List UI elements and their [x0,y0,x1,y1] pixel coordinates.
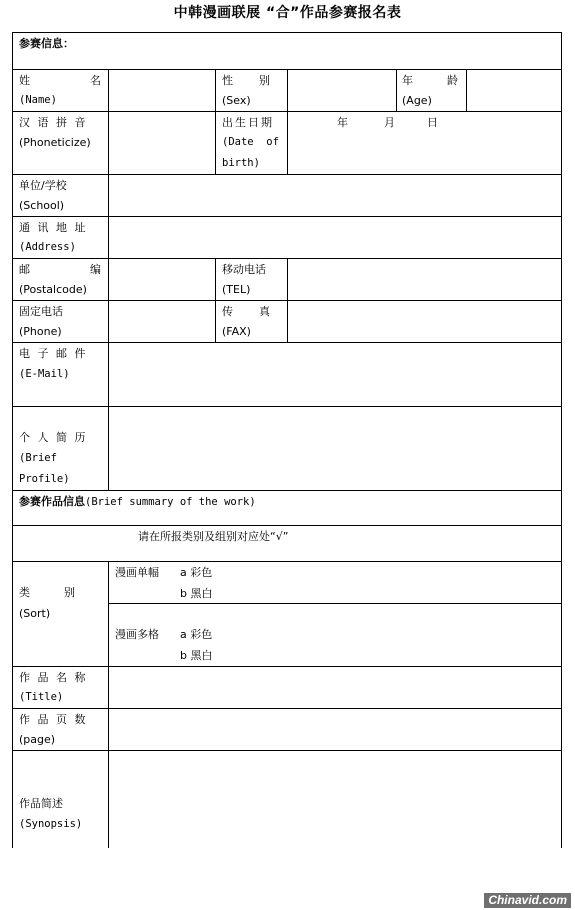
name-field[interactable] [109,70,214,110]
single-bw-option[interactable]: b 黑白 [180,587,213,600]
school-label: 单位/学校 [19,179,67,192]
synopsis-label-en: (Synopsis) [19,818,83,830]
email-field[interactable] [109,343,561,405]
work-title-label-en: (Title) [19,691,64,703]
name-label-en: (Name) [19,94,57,106]
multi-bw-option[interactable]: b 黑白 [180,649,213,662]
section-heading-entry-info: 参赛信息： [19,37,74,50]
section-heading-work-info: 参赛作品信息(Brief summary of the work) [19,495,256,508]
profile-label-en-1: (Brief [19,452,57,464]
phone-label-en: (Phone) [19,325,62,338]
age-field[interactable] [467,70,560,110]
phonetic-field[interactable] [109,112,214,173]
site-watermark: Chinavid.com [484,893,571,908]
sex-field[interactable] [288,70,395,110]
mobile-label-en: (TEL) [222,283,251,296]
instruction-text: 请在所报类别及组别对应处“√” [138,530,289,543]
postal-label: 邮 编 [19,263,101,276]
single-panel-label: 漫画单幅 [115,566,159,579]
sex-label: 性 别 [222,74,270,87]
postal-label-en: (Postalcode) [19,283,87,296]
dob-label-en-1: (Date of [222,136,279,148]
sort-label-en: (Sort) [19,607,51,620]
fax-label-en: (FAX) [222,325,251,338]
address-label: 通 讯 地 址 [19,221,88,234]
work-title-label: 作 品 名 称 [19,671,88,684]
phonetic-label-en: (Phoneticize) [19,136,91,149]
dob-year: 年 [337,116,348,129]
dob-month: 月 [384,116,395,129]
phonetic-label: 汉 语 拼 音 [19,116,88,129]
profile-label-en-2: Profile) [19,473,70,485]
phone-label: 固定电话 [19,305,63,318]
school-label-en: (School) [19,199,65,212]
single-color-option[interactable]: a 彩色 [180,566,213,579]
age-label-en: (Age) [402,94,432,107]
email-label: 电 子 邮 件 [19,347,88,360]
synopsis-field[interactable] [109,751,561,847]
phone-field[interactable] [109,301,214,341]
dob-label-en-2: birth) [222,157,260,169]
pages-label-en: (page) [19,733,56,746]
mobile-field[interactable] [288,259,561,299]
name-label: 姓 名 [19,74,101,87]
mobile-label: 移动电话 [222,263,266,276]
dob-day: 日 [427,116,438,129]
sex-label-en: (Sex) [222,94,251,107]
fax-field[interactable] [288,301,561,341]
form-title: 中韩漫画联展 “合”作品参赛报名表 [173,5,402,21]
registration-form-table [12,32,562,848]
pages-label: 作 品 页 数 [19,713,88,726]
dob-label: 出生日期 [222,116,274,129]
school-field[interactable] [109,175,561,215]
email-label-en: (E-Mail) [19,368,70,380]
dob-field[interactable] [288,132,561,173]
postal-field[interactable] [109,259,214,299]
address-field[interactable] [109,217,561,257]
address-label-en: (Address) [19,241,76,253]
profile-field[interactable] [109,407,561,489]
work-title-field[interactable] [109,667,561,707]
sort-label: 类 别 [19,586,75,599]
multi-color-option[interactable]: a 彩色 [180,628,213,641]
age-label: 年 龄 [402,74,458,87]
multi-panel-label: 漫画多格 [115,628,159,641]
profile-label: 个 人 简 历 [19,431,88,444]
synopsis-label: 作品简述 [19,797,63,810]
pages-field[interactable] [109,709,561,749]
fax-label: 传 真 [222,305,270,318]
